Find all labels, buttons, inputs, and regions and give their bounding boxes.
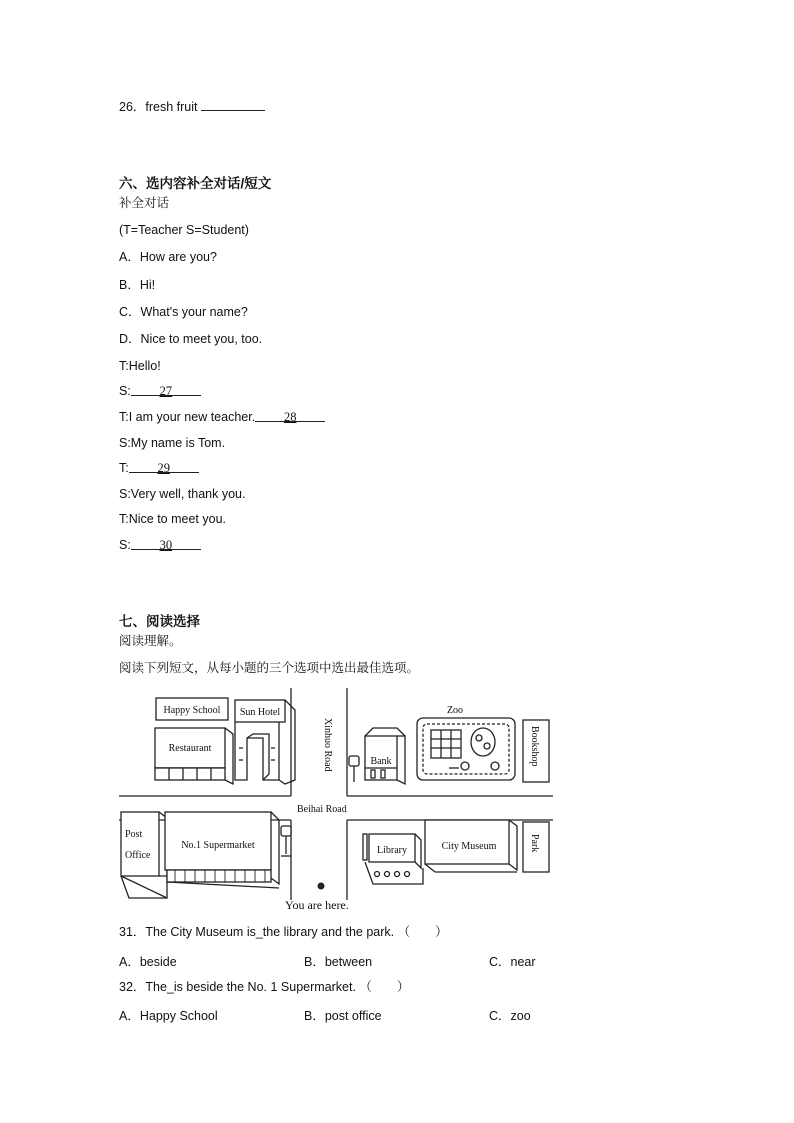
question-32: 32．The_is beside the No. 1 Supermarket. （ ） [119,980,410,994]
library-label: Library [377,845,407,856]
you-are-here-label: You are here. [285,898,349,912]
question-31-option-c[interactable]: C．near [489,955,536,969]
happy-school-label: Happy School [163,705,221,716]
answer-blank-29[interactable] [129,460,199,473]
city-museum [425,820,517,872]
sun-hotel [235,700,295,784]
answer-blank-28[interactable] [255,409,325,422]
park [523,822,549,872]
dialogue-text: S: [119,538,131,552]
sun-hotel-label: Sun Hotel [239,707,281,718]
bookshop-label: Bookshop [529,726,540,767]
dialogue-text: T:Hello! [119,359,161,373]
dialogue-text: S:Very well, thank you. [119,487,246,501]
street-map [119,688,553,916]
xinhua-road-label: Xinhuo Road [322,718,333,772]
office-label: Office [125,850,151,861]
question-32-option-c[interactable]: C．zoo [489,1009,531,1023]
dialogue-line [119,358,161,374]
option-d: D．Nice to meet you, too. [119,332,263,346]
bus-stop-icon [349,756,359,782]
bank [365,728,405,784]
dialogue-line [119,537,201,553]
dialogue-line [119,460,199,476]
section-6-subheading: 补全对话 [119,196,170,210]
answer-blank-27[interactable] [131,383,201,396]
library [363,834,423,884]
bank-label: Bank [370,756,392,767]
dialogue-text: S: [119,384,131,398]
option-c: C．What's your name? [119,305,248,319]
answer-blank-26[interactable] [201,98,265,111]
section-6-heading: 六、选内容补全对话/短文 [119,176,272,191]
blank-number: 28 [283,410,297,424]
dialogue-text: T:Nice to meet you. [119,512,226,526]
dialogue-line [119,511,226,527]
no1-supermarket [165,812,279,888]
blank-number: 30 [159,538,173,552]
question-26-text: 26．fresh fruit [119,100,198,114]
dialogue-text: T: [119,461,129,475]
supermarket-label: No.1 Supermarket [181,840,255,851]
restaurant [155,728,233,784]
dialogue-line [119,435,225,451]
city-museum-label: City Museum [441,841,497,852]
dialogue-text: T:I am your new teacher. [119,410,256,424]
beihai-road-label: Beihai Road [297,804,347,815]
question-32-option-b[interactable]: B．post office [304,1009,382,1023]
reading-instruction: 阅读下列短文，从每小题的三个选项中选出最佳选项。 [119,661,420,675]
blank-number: 27 [159,384,173,398]
you-are-here-marker [318,883,325,890]
option-a: A．How are you? [119,250,217,264]
blank-number: 29 [157,461,170,475]
post-office [121,812,167,898]
dialogue-line [119,409,325,425]
zoo-label: Zoo [446,705,464,716]
question-32-option-a[interactable]: A．Happy School [119,1009,218,1023]
section-7-subheading: 阅读理解。 [119,634,182,648]
park-label: Park [529,834,540,853]
dialogue-legend: (T=Teacher S=Student) [119,223,249,237]
question-26 [119,98,265,115]
question-31: 31．The City Museum is_the library and the park. （ ） [119,925,448,939]
answer-blank-30[interactable] [131,537,201,550]
question-31-option-b[interactable]: B．between [304,955,373,969]
happy-school [156,698,228,720]
dialogue-text: S:My name is Tom. [119,436,226,450]
question-31-option-a[interactable]: A．beside [119,955,177,969]
bus-stop-icon [281,826,291,856]
zoo [417,705,515,780]
post-label: Post [125,829,143,840]
restaurant-label: Restaurant [168,743,212,754]
bookshop [523,720,549,782]
section-7-heading: 七、阅读选择 [119,614,200,629]
dialogue-line [119,383,201,399]
option-b: B．Hi! [119,278,156,292]
dialogue-line [119,486,245,502]
